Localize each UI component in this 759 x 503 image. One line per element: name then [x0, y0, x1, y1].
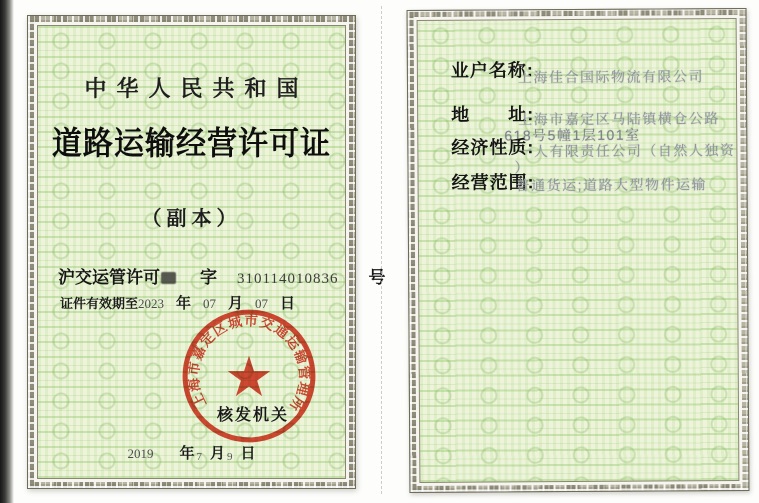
issue-year-char: 年 — [179, 445, 195, 462]
license-prefix: 沪交运管许可 — [58, 268, 160, 287]
official-seal — [178, 305, 320, 447]
seal-star-icon — [228, 356, 270, 396]
validity-month: 07 — [203, 296, 217, 311]
field-label-owner-name: 业户名称: — [450, 60, 534, 81]
issuer-label: 核发机关 — [216, 407, 289, 424]
issue-day: 9 — [227, 451, 233, 463]
issue-month: 7 — [196, 451, 202, 463]
validity-day: 07 — [255, 296, 269, 311]
license-zi: 字 — [200, 268, 217, 287]
country-name: 中华人民共和国 — [84, 76, 309, 101]
field-label-economic-nature: 经济性质: — [451, 137, 535, 158]
copy-type-label: （副本） — [141, 208, 242, 230]
field-label-business-scope: 经营范围: — [451, 172, 535, 193]
page-fold-line — [381, 6, 382, 494]
field-value-address-line2: 618号5幢1层101室 — [504, 126, 641, 144]
validity-label: 证件有效期至 — [60, 296, 139, 311]
right-page-sheet — [417, 18, 740, 483]
left-page-ornamental-frame — [27, 15, 386, 489]
issue-day-char: 日 — [240, 445, 256, 462]
redaction-mark-icon — [161, 272, 176, 284]
issue-month-char: 月 — [209, 445, 225, 462]
left-page-sheet — [37, 25, 386, 479]
issue-year: 2019 — [127, 446, 154, 461]
field-value-business-scope: 普通货运;道路大型物件运输 — [515, 176, 708, 194]
license-number-row — [58, 263, 386, 288]
license-hao: 号 — [368, 268, 386, 287]
permit-title: 道路运输经营许可证 — [51, 125, 332, 161]
right-page-ornamental-frame — [407, 8, 750, 493]
day-char: 日 — [280, 295, 296, 312]
field-value-economic-nature: 一人有限责任公司（自然人独资 — [518, 142, 736, 160]
year-char: 年 — [176, 295, 192, 312]
validity-year: 2023 — [138, 296, 165, 311]
field-value-owner-name: 上海佳合国际物流有限公司 — [517, 68, 704, 86]
field-value-address-line1: 上海市嘉定区马陆镇横仓公路 — [518, 110, 720, 128]
field-label-address: 地 址: — [451, 104, 535, 125]
license-number: 310114010836 — [237, 271, 339, 287]
month-char: 月 — [228, 295, 244, 312]
book-spine-shadow — [0, 0, 14, 503]
seal-text: 上海市嘉定区城市交通运输管理所 — [185, 313, 313, 415]
field-value-economic-nature-cont: ） — [514, 159, 531, 176]
